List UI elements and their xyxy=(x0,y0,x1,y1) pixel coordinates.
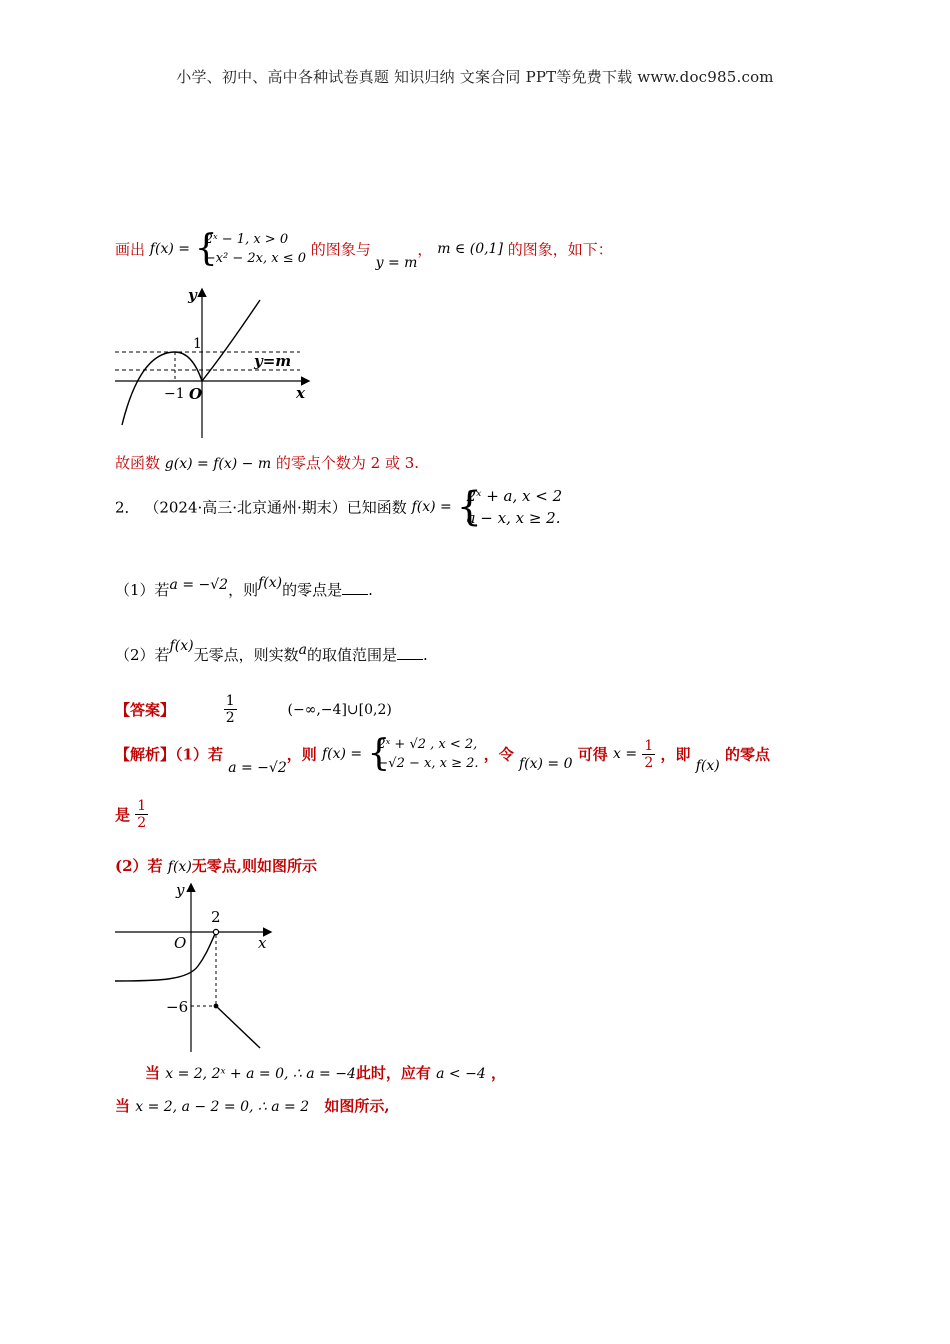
graph1-x-label: x xyxy=(296,384,305,402)
part1-a: a = −√2 xyxy=(169,577,229,593)
analysis-case-2: −√2 − x, x ≥ 2. xyxy=(377,756,479,771)
graph2-exp-curve xyxy=(115,932,216,981)
analysis-x-eq: x = xyxy=(613,746,638,762)
graph2-y-label: y xyxy=(176,881,185,899)
intro-line xyxy=(115,230,613,271)
question-source: （2024·高三·北京通州·期末）已知函数 xyxy=(144,498,407,517)
intro-comma: ， xyxy=(417,240,433,259)
case-b-line xyxy=(115,1095,390,1116)
graph-1 xyxy=(110,280,320,442)
graph2-open-point xyxy=(213,929,218,934)
analysis-label: 【解析】（1）若 xyxy=(115,745,223,764)
conclusion-line xyxy=(115,452,419,473)
intro-prefix: 画出 xyxy=(115,240,146,259)
graph2-closed-point xyxy=(214,1004,219,1009)
analysis-let: ，令 xyxy=(483,745,514,764)
analysis-zero: 的零点 xyxy=(724,745,770,764)
part2-a: a xyxy=(298,642,307,658)
case-a-mid: 此时，应有 xyxy=(355,1064,431,1082)
case-b-expr: x = 2, a − 2 = 0, ∴ a = 2 xyxy=(135,1099,310,1115)
graph1-origin-label: O xyxy=(189,385,203,403)
analysis-res-num: 1 xyxy=(137,798,147,814)
question-fx: f(x) = xyxy=(411,499,452,515)
part2-blank xyxy=(397,647,423,660)
question-line xyxy=(115,485,562,529)
question-cases: { 2ˣ + a, x < 2 a − x, x ≥ 2. xyxy=(456,484,563,530)
page-header: 小学、初中、高中各种试卷真题 知识归纳 文案合同 PPT等免费下载 www.doc985.com xyxy=(176,68,774,86)
part2-prefix: （2）若 xyxy=(115,646,170,664)
intro-mrange: m ∈ (0,1] xyxy=(437,241,503,257)
analysis-a-val: a = −√2 xyxy=(228,760,287,776)
answer-1-frac xyxy=(224,693,237,726)
answer-1-den: 2 xyxy=(225,710,235,726)
case-b-prefix: 当 xyxy=(115,1097,131,1115)
graph1-y-label: y xyxy=(188,286,197,304)
intro-case-2: −x² − 2x, x ≤ 0 xyxy=(204,251,306,266)
part2-suffix: 的取值范围是 xyxy=(306,646,397,664)
analysis-fx2: f(x) xyxy=(695,758,720,774)
analysis-fx: f(x) = xyxy=(321,746,363,762)
part2-end: . xyxy=(422,646,428,664)
case-a-cond: a < −4 xyxy=(436,1066,486,1082)
case-b-suffix: 如图所示, xyxy=(324,1097,390,1115)
graph2-tick-two: 2 xyxy=(211,908,221,926)
part1-prefix: （1）若 xyxy=(115,581,170,599)
graph-2 xyxy=(110,880,280,1055)
case-a-line xyxy=(145,1062,506,1083)
conclusion-expr: g(x) = f(x) − m xyxy=(164,456,272,472)
question-number: 2． xyxy=(115,498,140,517)
question-case-2: a − x, x ≥ 2. xyxy=(466,509,561,527)
analysis-ie: ，即 xyxy=(660,745,691,764)
intro-case-1: 2ˣ − 1, x > 0 xyxy=(204,232,289,247)
analysis-x-num: 1 xyxy=(644,737,654,754)
graph2-x-label: x xyxy=(258,934,267,952)
part1-blank xyxy=(342,582,368,595)
answer-line xyxy=(115,693,392,726)
analysis-then: ，则 xyxy=(286,745,317,764)
answer-label: 【答案】 xyxy=(115,701,176,719)
intro-fx: f(x) = xyxy=(149,241,190,257)
analysis-part2-fx: f(x) xyxy=(167,859,192,875)
case-a-expr: x = 2, 2ˣ + a = 0, ∴ a = −4 xyxy=(165,1066,356,1082)
part2-mid: 无零点，则实数 xyxy=(193,646,299,664)
analysis-eq: f(x) = 0 xyxy=(518,756,573,772)
analysis-is: 是 xyxy=(115,806,131,824)
analysis-x-den: 2 xyxy=(644,754,654,771)
analysis-part2-suffix: 无零点,则如图所示 xyxy=(191,857,318,875)
intro-ym: y = m xyxy=(375,255,418,271)
case-a-prefix: 当 xyxy=(145,1064,161,1082)
graph2-line-piece xyxy=(216,1006,260,1048)
graph2-tick-neg-six: −6 xyxy=(166,998,189,1016)
graph1-tick-neg-one: −1 xyxy=(164,386,185,402)
intro-cases: { 2ˣ − 1, x > 0 −x² − 2x, x ≤ 0 xyxy=(194,228,306,269)
intro-mid: 的图象与 xyxy=(310,240,371,259)
analysis-x-frac xyxy=(642,738,655,771)
question-part-2 xyxy=(115,638,428,665)
conclusion-prefix: 故函数 xyxy=(115,454,161,472)
part1-end: . xyxy=(368,581,373,599)
question-part-1 xyxy=(115,575,373,600)
answer-2: (−∞,−4]∪[0,2) xyxy=(287,701,392,718)
analysis-get: 可得 xyxy=(577,745,608,764)
analysis-cases: { 2ˣ + √2 , x < 2, −√2 − x, x ≥ 2. xyxy=(367,733,479,774)
graph1-curve xyxy=(122,300,260,425)
graph1-line-label: y=m xyxy=(254,352,292,370)
graph2-origin-label: O xyxy=(174,934,187,952)
part1-suffix: 的零点是 xyxy=(282,581,343,599)
answer-1-num: 1 xyxy=(225,693,235,709)
analysis-res-den: 2 xyxy=(137,815,147,831)
analysis-part2-prefix: (2）若 xyxy=(115,857,163,875)
question-case-1: 2ˣ + a, x < 2 xyxy=(466,487,563,505)
analysis-line-1 xyxy=(115,735,770,776)
intro-suffix: 的图象，如下： xyxy=(507,240,613,259)
graph1-tick-one: 1 xyxy=(193,336,202,352)
case-a-end: ， xyxy=(490,1064,506,1082)
conclusion-suffix: 的零点个数为 2 或 3. xyxy=(275,454,420,472)
analysis-line-2 xyxy=(115,855,317,876)
analysis-res-frac xyxy=(135,798,148,831)
part1-mid: ，则 xyxy=(228,581,259,599)
part2-fx: f(x) xyxy=(169,638,194,654)
analysis-line-1b xyxy=(115,798,148,831)
analysis-case-1: 2ˣ + √2 , x < 2, xyxy=(377,737,478,752)
part1-fx: f(x) xyxy=(258,575,283,591)
